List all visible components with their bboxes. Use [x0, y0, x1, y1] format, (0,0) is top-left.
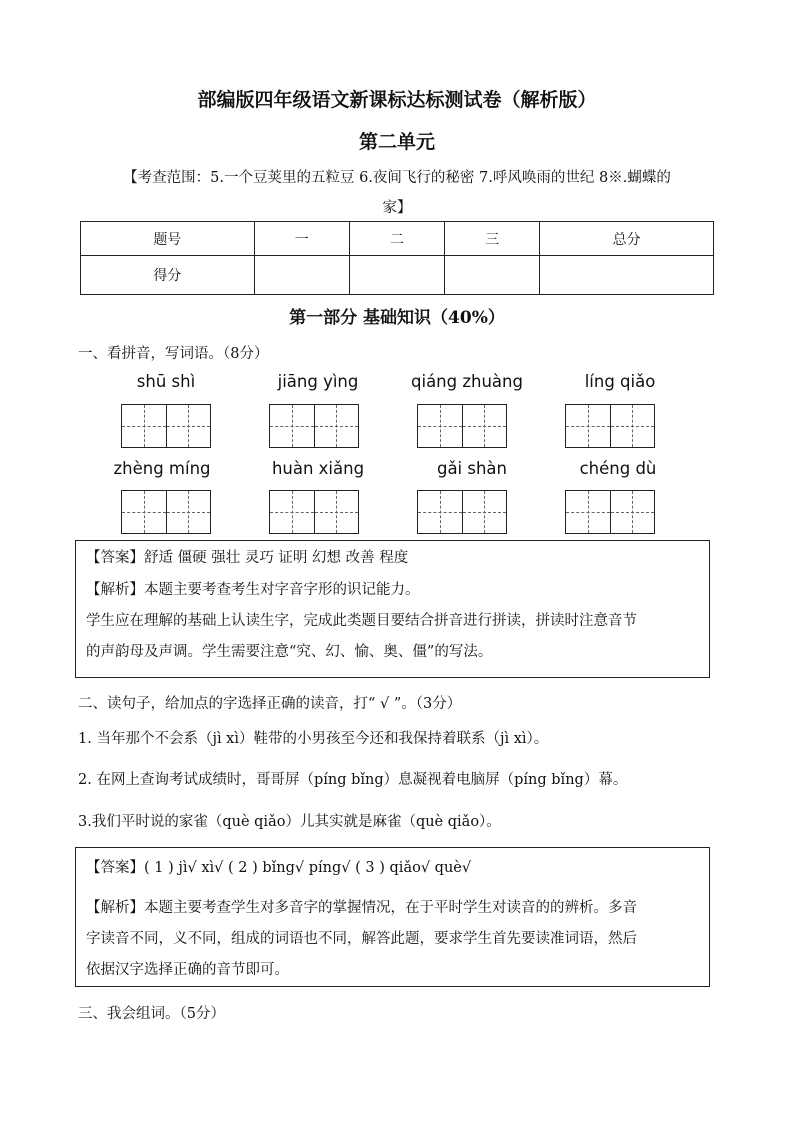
q2-analysis-line: 字读音不同，义不同，组成的词语也不同，解答此题，要求学生首先要读准词语，然后	[86, 931, 637, 947]
pinyin-label: jiāng yìng	[277, 372, 359, 391]
score-header-cell: 题号	[81, 222, 255, 256]
exam-scope	[80, 163, 714, 223]
q1-analysis-line: 【解析】本题主要考查考生对字音字形的识记能力。	[86, 582, 420, 598]
score-table-header-row	[81, 222, 714, 256]
q2-prompt: 二、读句子，给加点的字选择正确的读音，打“ √ ”。（3分）	[78, 696, 462, 712]
writing-grid[interactable]	[269, 404, 359, 448]
writing-grid[interactable]	[121, 404, 211, 448]
pinyin-label: chéng dù	[579, 459, 657, 478]
writing-grid[interactable]	[121, 490, 211, 534]
q2-analysis-line: 依据汉字选择正确的音节即可。	[86, 962, 289, 978]
q1-prompt: 一、看拼音，写词语。（8分）	[78, 346, 269, 362]
q2-analysis-line: 【解析】本题主要考查学生对多音字的掌握情况，在于平时学生对读音的的辨析。多音	[86, 900, 637, 916]
q1-analysis-line: 学生应在理解的基础上认读生字，完成此类题目要结合拼音进行拼读，拼读时注意音节	[86, 613, 637, 629]
score-table-row	[81, 256, 714, 295]
pinyin-label: huàn xiǎng	[271, 459, 365, 478]
score-header-cell: 总分	[540, 222, 714, 256]
writing-grid[interactable]	[417, 404, 507, 448]
score-input-cell[interactable]	[540, 256, 714, 295]
pinyin-label: líng qiǎo	[584, 372, 656, 391]
q1-answer: 【答案】舒适 僵硬 强壮 灵巧 证明 幻想 改善 程度	[86, 550, 409, 566]
pinyin-label: gǎi shàn	[436, 459, 508, 478]
page-title: 部编版四年级语文新课标达标测试卷（解析版）	[197, 89, 597, 111]
score-header-cell: 一	[254, 222, 349, 256]
score-header-cell: 三	[445, 222, 540, 256]
score-input-cell[interactable]	[349, 256, 444, 295]
writing-grid[interactable]	[417, 490, 507, 534]
score-table	[80, 221, 714, 295]
pinyin-label: zhèng míng	[113, 459, 211, 478]
q1-answer-box	[75, 540, 710, 678]
q2-answer: 【答案】( 1 ) jì√ xì√ ( 2 ) bǐng√ píng√ ( 3 ) qiǎo√ què√	[86, 860, 472, 876]
scope-line-1: 【考查范围：5.一个豆荚里的五粒豆 6.夜间飞行的秘密 7.呼风唤雨的世纪 8※.蝴蝶的	[123, 170, 671, 186]
score-header-cell: 二	[349, 222, 444, 256]
q2-sentence-2: 2. 在网上查询考试成绩时，哥哥屏（píng bǐng）息凝视着电脑屏（píng bǐng）幕。	[78, 772, 628, 788]
q2-answer-box	[75, 847, 710, 987]
q2-sentence-1: 1. 当年那个不会系（jì xì）鞋带的小男孩至今还和我保持着联系（jì xì）。	[78, 731, 549, 747]
part1-title: 第一部分 基础知识（40%）	[289, 308, 505, 328]
q2-sentence-3: 3.我们平时说的家雀（què qiǎo）儿其实就是麻雀（què qiǎo）。	[78, 814, 501, 830]
scope-line-2: 家】	[382, 200, 412, 216]
writing-grid[interactable]	[565, 490, 655, 534]
score-row-label: 得分	[81, 256, 255, 295]
writing-grid[interactable]	[565, 404, 655, 448]
writing-grid[interactable]	[269, 490, 359, 534]
unit-title: 第二单元	[358, 131, 435, 153]
pinyin-label: qiáng zhuàng	[411, 372, 523, 391]
pinyin-label: shū shì	[136, 372, 196, 391]
score-input-cell[interactable]	[254, 256, 349, 295]
q3-prompt: 三、我会组词。（5分）	[78, 1006, 225, 1022]
score-input-cell[interactable]	[445, 256, 540, 295]
q1-analysis-line: 的声韵母及声调。学生需要注意“究、幻、愉、奥、僵”的写法。	[86, 644, 493, 660]
